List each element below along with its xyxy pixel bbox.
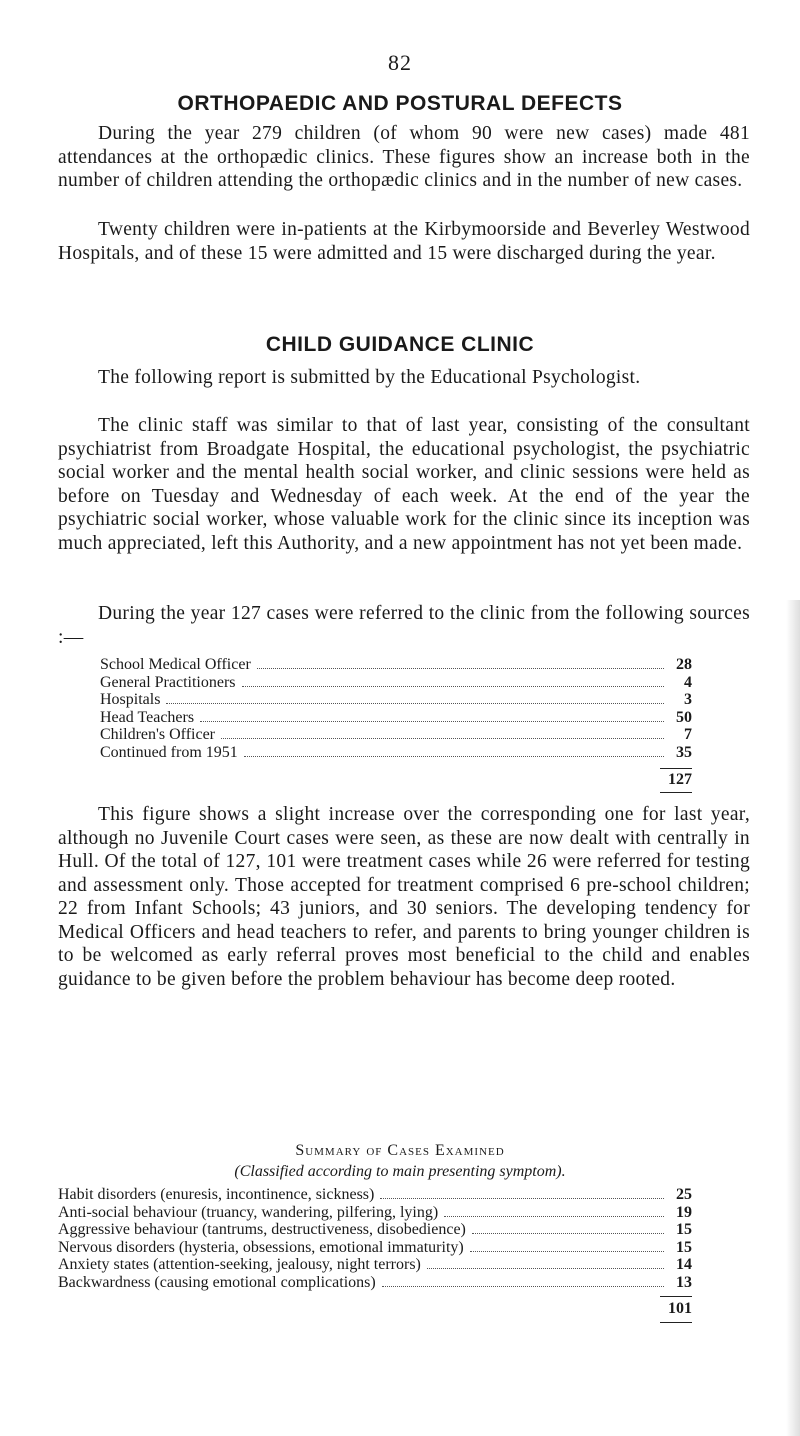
paragraph-guidance-analysis: This figure shows a slight increase over the corresponding one for last year, although no Juvenile Court cases were seen, as these are now dealt with centrally in Hull. Of the total of 127, 101 were treatment cases while 26 were referred for testing and assessment only. Those accepted for treatment comprised 6 pre-school children; 22 from Infant Schools; 43 juniors, and 30 seniors. The developing tendency for Medical Officers and head teachers to refer, and parents to bring younger children is to be welcomed as early referral proves most beneficial to the child and enables guidance to be given before the problem behaviour has become deep rooted. xyxy=(58,804,750,990)
leader-dots xyxy=(444,1216,664,1217)
row-label: Anti-social behaviour (truancy, wandering, pilfering, lying) xyxy=(58,1203,439,1221)
leader-dots xyxy=(166,703,664,704)
row-value: 15 xyxy=(676,1238,692,1256)
leader-dots xyxy=(221,738,664,739)
table-row xyxy=(100,656,692,674)
row-label: Anxiety states (attention-seeking, jealousy, night terrors) xyxy=(58,1256,421,1274)
leader-dots xyxy=(470,1251,664,1252)
summary-table xyxy=(58,1186,692,1292)
paragraph-orthopaedic-1: During the year 279 children (of whom 90 were new cases) made 481 attendances at the orthopædic clinics. These figures show an increase both in the number of children attending the orthopædic clinics and in the number of new cases. xyxy=(58,123,750,191)
referral-sources-table xyxy=(100,656,692,762)
table-row xyxy=(58,1239,692,1257)
row-label: School Medical Officer xyxy=(100,656,251,673)
total-rule-bottom xyxy=(660,792,692,793)
table-row xyxy=(58,1221,692,1239)
paragraph-guidance-referrals: During the year 127 cases were referred to the clinic from the following sources :— xyxy=(58,603,750,648)
paragraph-guidance-staff: The clinic staff was similar to that of last year, consisting of the consultant psychiatrist from Broadgate Hospital, the educational psychologist, the psychiatric social worker and the mental health social worker, and clinic sessions were held as before on Tuesday and Wednesday of each week. At the end of the year the psychiatric social worker, whose valuable work for the clinic since its inception was much appreciated, left this Authority, and a new appointment has not yet been made. xyxy=(58,415,750,554)
paragraph-orthopaedic-2: Twenty children were in-patients at the Kirbymoorside and Beverley Westwood Hospitals, and of these 15 were admitted and 15 were discharged during the year. xyxy=(58,219,750,264)
table-row xyxy=(58,1256,692,1274)
leader-dots xyxy=(242,686,665,687)
summary-title: Summary of Cases Examined xyxy=(295,1142,505,1159)
page-number: 82 xyxy=(388,50,412,75)
row-value: 15 xyxy=(676,1221,692,1239)
row-label: Children's Officer xyxy=(100,726,215,744)
row-label: Backwardness (causing emotional complications) xyxy=(58,1273,376,1291)
row-label: Continued from 1951 xyxy=(100,743,238,761)
table-row xyxy=(100,726,692,744)
summary-rule-bottom xyxy=(660,1322,692,1323)
section-heading-child-guidance: CHILD GUIDANCE CLINIC xyxy=(265,333,535,356)
row-value: 19 xyxy=(676,1203,692,1221)
leader-dots xyxy=(472,1233,664,1234)
row-label: Nervous disorders (hysteria, obsessions, emotional immaturity) xyxy=(58,1238,464,1256)
total-rule-top xyxy=(660,768,692,769)
row-value: 50 xyxy=(676,708,692,726)
row-label: Habit disorders (enuresis, incontinence, sickness) xyxy=(58,1186,375,1203)
row-label: Head Teachers xyxy=(100,708,195,726)
row-value: 25 xyxy=(676,1186,692,1203)
leader-dots xyxy=(427,1268,664,1269)
leader-dots xyxy=(380,1198,664,1199)
leader-dots xyxy=(200,721,664,722)
row-value: 35 xyxy=(676,743,692,761)
row-value: 14 xyxy=(676,1256,692,1274)
table-row xyxy=(100,674,692,692)
row-value: 7 xyxy=(684,726,692,744)
summary-rule-top xyxy=(660,1296,692,1297)
row-label: Aggressive behaviour (tantrums, destructiveness, disobedience) xyxy=(58,1221,466,1239)
row-value: 3 xyxy=(684,691,692,709)
row-label: General Practitioners xyxy=(100,673,236,691)
table-row xyxy=(58,1186,692,1204)
summary-total: 101 xyxy=(668,1300,692,1317)
summary-subtitle: (Classified according to main presenting symptom). xyxy=(234,1163,566,1180)
row-label: Hospitals xyxy=(100,691,161,709)
table-row xyxy=(58,1204,692,1222)
table-row xyxy=(100,744,692,762)
table-row xyxy=(100,691,692,709)
section-heading-orthopaedic: ORTHOPAEDIC AND POSTURAL DEFECTS xyxy=(177,92,623,115)
row-value: 28 xyxy=(676,656,692,673)
table-row xyxy=(58,1274,692,1292)
row-value: 4 xyxy=(684,673,692,691)
referrals-total: 127 xyxy=(668,771,692,788)
row-value: 13 xyxy=(676,1273,692,1291)
leader-dots xyxy=(382,1286,664,1287)
leader-dots xyxy=(257,668,664,669)
table-row xyxy=(100,709,692,727)
leader-dots xyxy=(244,756,664,757)
page-edge-shadow xyxy=(786,600,800,1436)
paragraph-guidance-intro: The following report is submitted by the Educational Psychologist. xyxy=(98,367,641,388)
